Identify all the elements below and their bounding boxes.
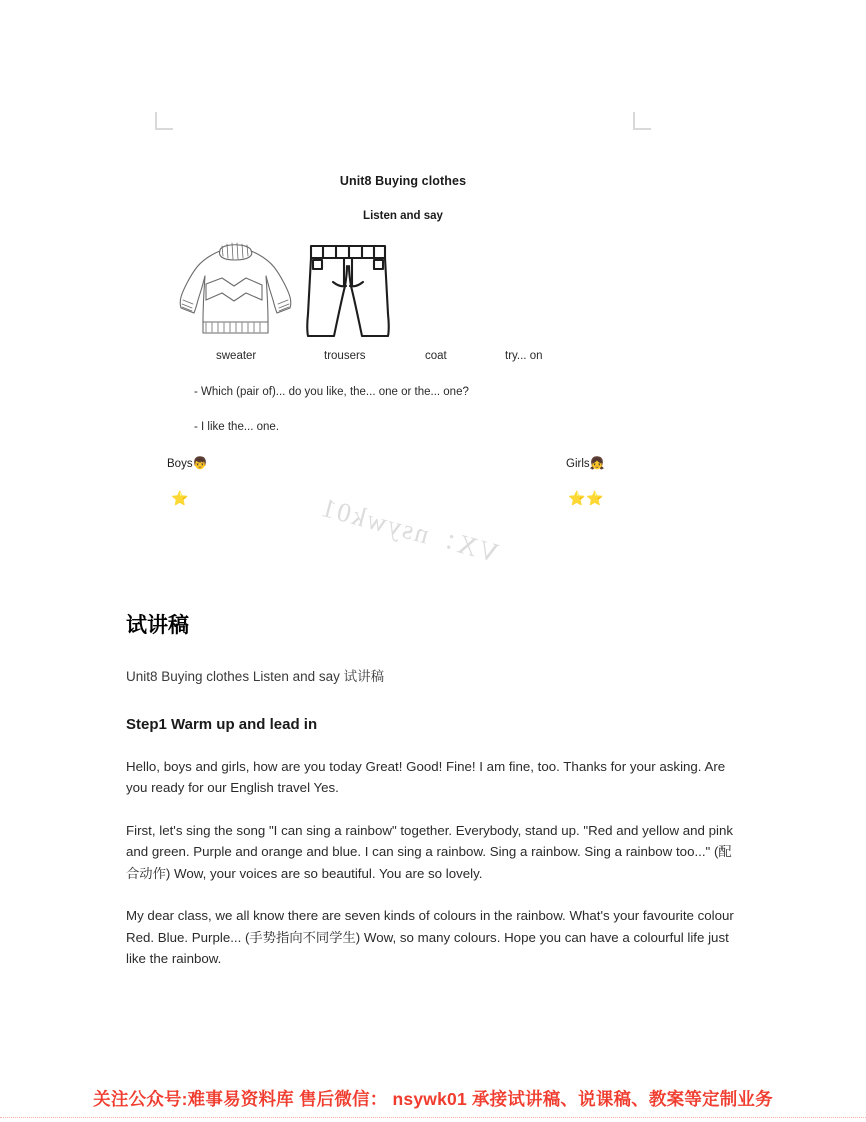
- team-girls-label: [566, 456, 605, 470]
- team-girls-text: Girls: [566, 458, 590, 470]
- vocabulary-word-try-on: try... on: [505, 350, 543, 362]
- footer-divider: [0, 1116, 866, 1118]
- sweater-illustration: [176, 234, 294, 344]
- crop-mark-right-icon: [633, 112, 651, 130]
- worksheet-title: Unit8 Buying clothes: [339, 174, 467, 188]
- transcript-paragraph: My dear class, we all know there are seven kinds of colours in the rainbow. What's your favourite colour Red. Blue. Purple... (手势指向不同学生) Wow, so many colours. Hope you can have a colourful life just like the rainbow.: [126, 908, 734, 967]
- vocabulary-word-sweater: sweater: [216, 350, 257, 362]
- trousers-illustration: [300, 236, 396, 344]
- worksheet-subtitle: Listen and say: [363, 210, 443, 222]
- page-title: 试讲稿: [126, 614, 189, 637]
- team-boys-stars: ⭐: [171, 490, 190, 506]
- transcript-paragraph: Hello, boys and girls, how are you today Great! Good! Fine! I am fine, too. Thanks for your asking. Are you ready for our English travel Yes.: [126, 758, 726, 796]
- crop-mark-left-icon: [155, 112, 173, 130]
- team-girls-stars: ⭐⭐: [568, 490, 605, 506]
- promo-footer-banner: [0, 1080, 866, 1122]
- transcript-paragraph: First, let's sing the song "I can sing a rainbow" together. Everybody, stand up. "Red and yellow and pink and green. Purple and orange and blue. I can sing a rainbow. Sing a rainbow. Sing a rainbow too..." (配合动作) Wow, your voices are so beautiful. You are so lovely.: [126, 822, 734, 881]
- vocabulary-word-coat: coat: [425, 350, 447, 362]
- clothing-illustrations: [176, 234, 406, 346]
- vocabulary-word-trousers: trousers: [324, 350, 366, 362]
- watermark-text: VX：nsywk01: [316, 491, 502, 569]
- dialogue-line-question: - Which (pair of)... do you like, the... one or the... one?: [194, 386, 469, 398]
- transcript-region: [126, 612, 734, 970]
- section-heading-step1: Step1 Warm up and lead in: [126, 715, 318, 733]
- team-boys-label: [167, 456, 208, 470]
- girl-face-icon: 👧: [589, 456, 605, 470]
- boy-face-icon: 👦: [192, 456, 208, 470]
- team-boys-text: Boys: [167, 458, 193, 470]
- vocabulary-row: [170, 350, 590, 368]
- transcript-subheading: Unit8 Buying clothes Listen and say 试讲稿: [126, 669, 385, 685]
- dialogue-line-answer: - I like the... one.: [194, 421, 280, 433]
- promo-footer-text: 关注公众号:难事易资料库 售后微信： nsywk01 承接试讲稿、说课稿、教案等定制业务: [93, 1089, 773, 1109]
